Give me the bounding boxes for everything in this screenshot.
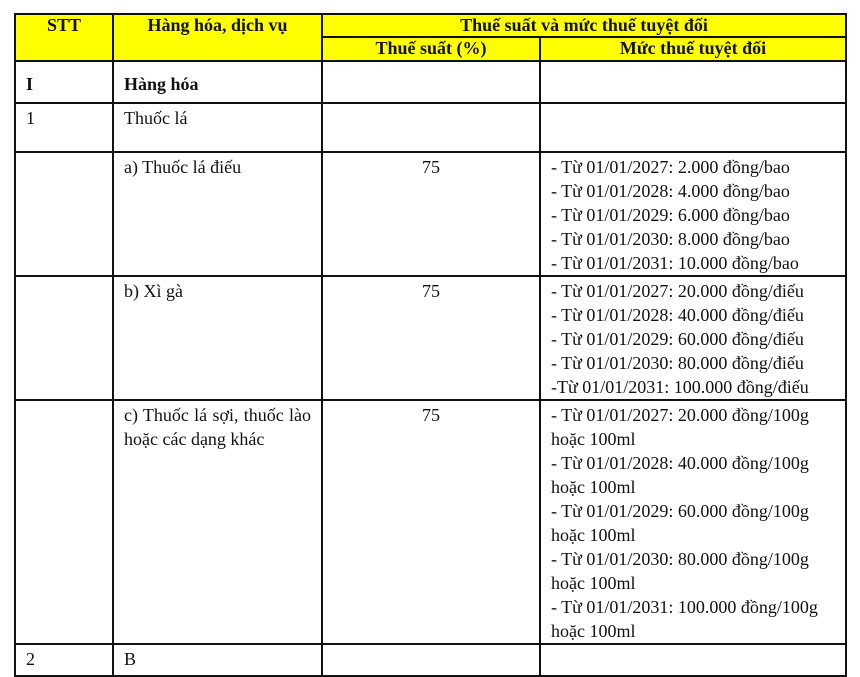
cell-rate <box>322 103 540 152</box>
header-stt: STT <box>15 14 113 61</box>
stt-value: I <box>26 74 34 94</box>
amount-line: - Từ 01/01/2027: 20.000 đồng/điếu <box>551 281 804 301</box>
amount-line: hoặc 100ml <box>551 477 636 497</box>
table-row-shredded-tobacco <box>15 400 846 644</box>
header-goods-services: Hàng hóa, dịch vụ <box>113 14 322 61</box>
cell-goods <box>113 276 322 400</box>
table-row-partial <box>15 644 846 676</box>
amount-line: - Từ 01/01/2028: 4.000 đồng/bao <box>551 181 790 201</box>
cell-goods <box>113 61 322 103</box>
cell-stt <box>15 400 113 644</box>
tax-rate-table <box>14 13 847 677</box>
cell-amount <box>540 152 846 276</box>
table-row-section-goods <box>15 61 846 103</box>
amount-line: - Từ 01/01/2030: 80.000 đồng/điếu <box>551 353 804 373</box>
table-row-cigarettes <box>15 152 846 276</box>
cell-stt <box>15 152 113 276</box>
amount-line: - Từ 01/01/2030: 8.000 đồng/bao <box>551 229 790 249</box>
table-row-tobacco <box>15 103 846 152</box>
cell-stt <box>15 276 113 400</box>
header-absolute-tax: Mức thuế tuyệt đối <box>540 37 846 61</box>
amount-line: -Từ 01/01/2031: 100.000 đồng/điếu <box>551 377 809 397</box>
cell-rate <box>322 644 540 676</box>
cell-goods <box>113 152 322 276</box>
header-tax-rate-percent: Thuế suất (%) <box>322 37 540 61</box>
amount-line: - Từ 01/01/2029: 60.000 đồng/điếu <box>551 329 804 349</box>
cell-stt <box>15 61 113 103</box>
amount-line: - Từ 01/01/2029: 60.000 đồng/100g <box>551 501 809 521</box>
amount-line: hoặc 100ml <box>551 525 636 545</box>
amount-line: - Từ 01/01/2027: 20.000 đồng/100g <box>551 405 809 425</box>
cell-stt <box>15 103 113 152</box>
cell-stt: 2 <box>15 644 113 676</box>
amount-line: hoặc 100ml <box>551 573 636 593</box>
cell-rate <box>322 276 540 400</box>
rate-value: 75 <box>422 405 440 425</box>
amount-line: - Từ 01/01/2028: 40.000 đồng/100g <box>551 453 809 473</box>
cell-amount <box>540 61 846 103</box>
amount-line: - Từ 01/01/2028: 40.000 đồng/điếu <box>551 305 804 325</box>
table-row-cigars <box>15 276 846 400</box>
rate-value: 75 <box>422 157 440 177</box>
cell-rate <box>322 400 540 644</box>
goods-label: Hàng hóa <box>124 74 199 94</box>
cell-amount <box>540 103 846 152</box>
amount-line: - Từ 01/01/2029: 6.000 đồng/bao <box>551 205 790 225</box>
amount-line: - Từ 01/01/2030: 80.000 đồng/100g <box>551 549 809 569</box>
amount-line: hoặc 100ml <box>551 621 636 641</box>
header-rate-and-absolute-tax: Thuế suất và mức thuế tuyệt đối <box>322 14 846 37</box>
cell-amount <box>540 400 846 644</box>
stt-value: 1 <box>26 108 35 128</box>
goods-label: b) Xì gà <box>124 281 183 301</box>
cell-amount <box>540 276 846 400</box>
goods-label: a) Thuốc lá điếu <box>124 157 242 177</box>
cell-goods <box>113 400 322 644</box>
amount-line: hoặc 100ml <box>551 429 636 449</box>
cell-rate <box>322 152 540 276</box>
cell-goods <box>113 103 322 152</box>
cell-goods: B <box>113 644 322 676</box>
goods-label: c) Thuốc lá sợi, thuốc lào hoặc các dạng khác <box>124 405 311 449</box>
amount-line: - Từ 01/01/2031: 100.000 đồng/100g <box>551 597 818 617</box>
goods-label: Thuốc lá <box>124 108 188 128</box>
amount-line: - Từ 01/01/2031: 10.000 đồng/bao <box>551 253 799 273</box>
cell-rate <box>322 61 540 103</box>
amount-line: - Từ 01/01/2027: 2.000 đồng/bao <box>551 157 790 177</box>
rate-value: 75 <box>422 281 440 301</box>
cell-amount <box>540 644 846 676</box>
